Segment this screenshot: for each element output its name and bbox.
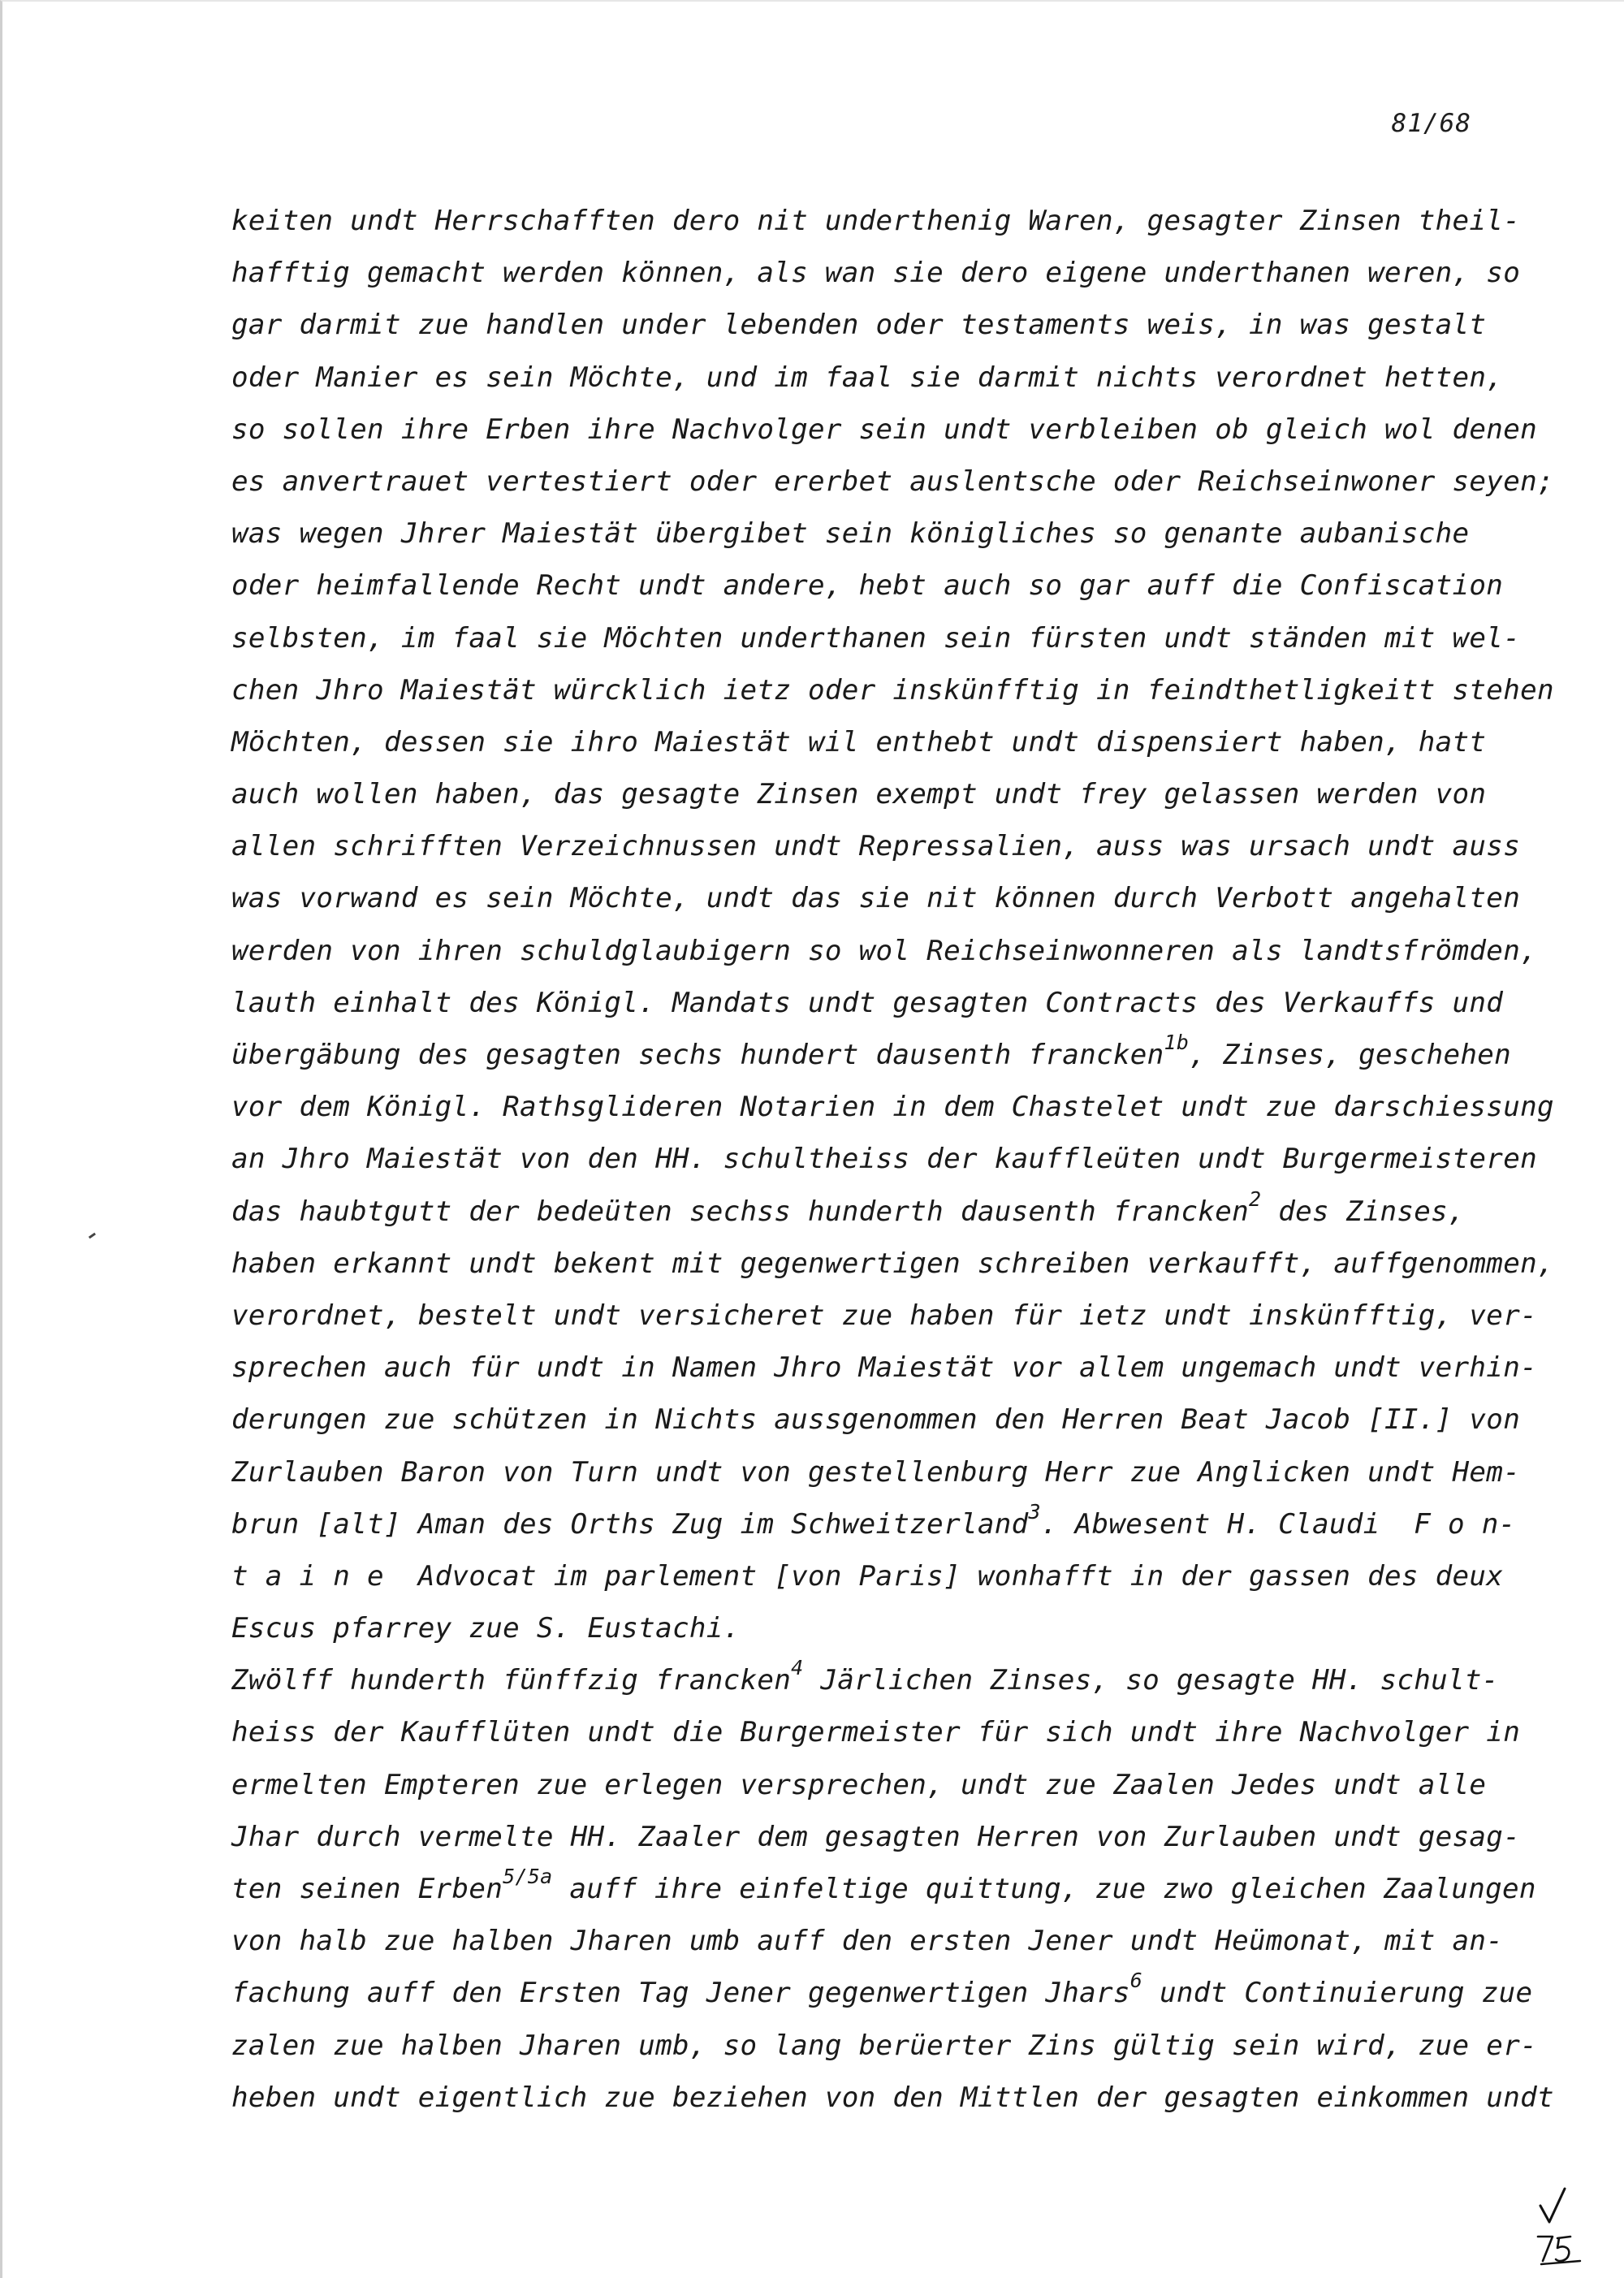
text-segment: Järlichen Zinses, so gesagte HH. schult-	[803, 1664, 1499, 1697]
text-line: verordnet, bestelt undt versicheret zue haben für ietz undt inskünfftig, ver-	[231, 1299, 1537, 1332]
text-segment: brun [alt] Aman des Orths Zug im Schweitzerland	[231, 1507, 1029, 1541]
text-line: an Jhro Maiestät von den HH. schultheiss der kauffleüten undt Burgermeisteren	[231, 1143, 1537, 1176]
text-line	[231, 1967, 1531, 2019]
text-line: Zurlauben Baron von Turn undt von gestellenburg Herr zue Anglicken undt Hem-	[231, 1455, 1521, 1489]
footnote-marker: 6	[1129, 1969, 1143, 1993]
text-line: chen Jhro Maiestät würcklich ietz oder inskünfftig in feindthetligkeitt stehen	[231, 673, 1554, 707]
text-segment: des Zinses,	[1261, 1195, 1465, 1228]
text-line: lauth einhalt des Königl. Mandats undt gesagten Contracts des Verkauffs und	[231, 986, 1504, 1019]
footnote-marker: 5/5a	[503, 1865, 553, 1888]
text-line: t a i n e Advocat im parlement [von Paris] wonhafft in der gassen des deux	[231, 1559, 1504, 1593]
text-line: es anvertrauet vertestiert oder ererbet auslentsche oder Reichseinwoner seyen;	[231, 465, 1554, 498]
text-segment: , Zinses, geschehen	[1189, 1039, 1512, 1071]
text-segment: undt Continuierung zue	[1142, 1977, 1533, 2010]
text-segment: Zwölff hunderth fünffzig francken	[231, 1664, 792, 1697]
text-line: Möchten, dessen sie ihro Maiestät wil enthebt undt dispensiert haben, hatt	[231, 725, 1487, 759]
text-line	[231, 1186, 1531, 1238]
text-segment: . Abwesent H. Claudi F o n-	[1040, 1507, 1516, 1541]
page-number: 81/68	[1391, 109, 1471, 138]
text-segment: das haubtgutt der bedeüten sechss hunderth dausenth francken	[231, 1195, 1249, 1228]
text-segment: übergäbung des gesagten sechs hundert dausenth francken	[231, 1039, 1164, 1071]
footnote-marker: 3	[1028, 1499, 1041, 1524]
text-line: haben erkannt undt bekent mit gegenwertigen schreiben verkaufft, auffgenommen,	[231, 1247, 1554, 1280]
text-line: auch wollen haben, das gesagte Zinsen exempt undt frey gelassen werden von	[231, 778, 1487, 811]
handwritten-number-75	[1535, 2228, 1583, 2266]
text-line: zalen zue halben Jharen umb, so lang berüerter Zins gültig sein wird, zue er-	[231, 2029, 1537, 2062]
text-line: sprechen auch für undt in Namen Jhro Maiestät vor allem ungemach undt verhin-	[231, 1351, 1537, 1385]
checkmark-icon	[1538, 2186, 1567, 2225]
text-line	[231, 1654, 1531, 1706]
margin-tick-mark	[89, 1233, 96, 1239]
text-line: selbsten, im faal sie Möchten underthanen sein fürsten undt ständen mit wel-	[231, 621, 1521, 655]
body-text	[231, 195, 1554, 2124]
text-segment: fachung auff den Ersten Tag Jener gegenwertigen Jhars	[231, 1977, 1130, 2010]
text-line: heben undt eigentlich zue beziehen von den Mittlen der gesagten einkommen undt	[231, 2081, 1554, 2114]
text-line: was wegen Jhrer Maiestät übergibet sein königliches so genante aubanische	[231, 517, 1470, 551]
text-line: oder heimfallende Recht undt andere, hebt auch so gar auff die Confiscation	[231, 569, 1504, 603]
footnote-marker: 4	[791, 1656, 804, 1680]
footnote-marker: 2	[1248, 1187, 1262, 1211]
text-line	[231, 1863, 1536, 1915]
text-line: so sollen ihre Erben ihre Nachvolger sein undt verbleiben ob gleich wol denen	[231, 413, 1537, 446]
text-line: werden von ihren schuldglaubigern so wol Reichseinwonneren als landtsfrömden,	[231, 934, 1537, 967]
text-line: heiss der Kaufflüten undt die Burgermeister für sich undt ihre Nachvolger in	[231, 1716, 1521, 1749]
text-line: derungen zue schützen in Nichts aussgenommen den Herren Beat Jacob [II.] von	[231, 1403, 1521, 1437]
text-segment: auff ihre einfeltige quittung, zue zwo gleichen Zaalungen	[552, 1873, 1536, 1905]
text-line: gar darmit zue handlen under lebenden oder testaments weis, in was gestalt	[231, 309, 1487, 342]
text-line: vor dem Königl. Rathsglideren Notarien in dem Chastelet undt zue darschiessung	[231, 1091, 1554, 1124]
text-segment: ten seinen Erben	[231, 1873, 503, 1905]
text-line: allen schrifften Verzeichnussen undt Repressalien, auss was ursach undt auss	[231, 830, 1521, 863]
text-line: oder Manier es sein Möchte, und im faal sie darmit nichts verordnet hetten,	[231, 361, 1504, 394]
text-line	[231, 1498, 1531, 1550]
text-line: von halb zue halben Jharen umb auff den ersten Jener undt Heümonat, mit an-	[231, 1925, 1504, 1958]
text-line	[231, 1029, 1531, 1081]
text-line: ermelten Empteren zue erlegen versprechen, undt zue Zaalen Jedes undt alle	[231, 1768, 1487, 1801]
text-line: Jhar durch vermelte HH. Zaaler dem gesagten Herren von Zurlauben undt gesag-	[231, 1820, 1521, 1853]
footnote-marker: 1b	[1164, 1031, 1190, 1054]
text-line: keiten undt Herrschafften dero nit underthenig Waren, gesagter Zinsen theil-	[231, 205, 1521, 237]
text-line: was vorwand es sein Möchte, undt das sie nit können durch Verbott angehalten	[231, 882, 1521, 915]
text-line: hafftig gemacht werden können, als wan sie dero eigene underthanen weren, so	[231, 257, 1521, 290]
text-line: Escus pfarrey zue S. Eustachi.	[231, 1612, 741, 1645]
